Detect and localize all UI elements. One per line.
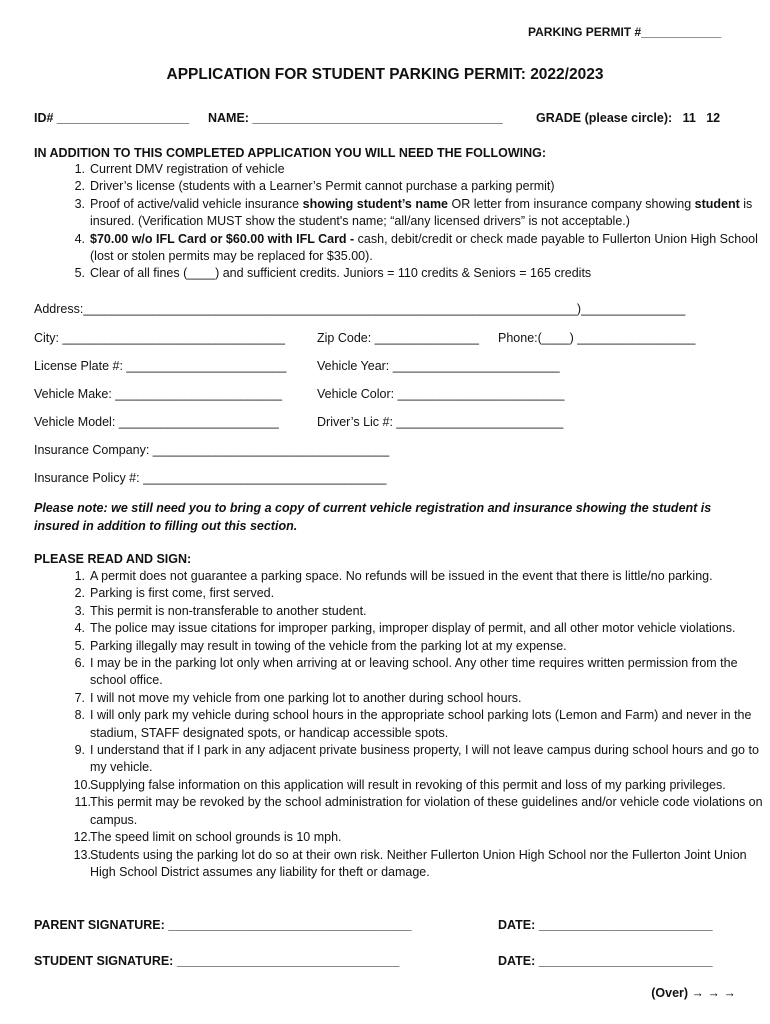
rule-text: This permit is non-transferable to another student.	[90, 603, 367, 618]
requirement-item	[34, 178, 770, 195]
list-number: 7.	[74, 690, 85, 705]
drivers-license-field[interactable]: Driver’s Lic #: ________________________	[317, 415, 564, 429]
list-number: 4.	[74, 231, 85, 246]
requirement-item	[34, 196, 770, 231]
rule-text: The speed limit on school grounds is 10 mph.	[90, 830, 342, 845]
rule-text: Parking illegally may result in towing of the vehicle from the parking lot at my expense.	[90, 638, 567, 653]
requirement-text: Current DMV registration of vehicle	[90, 162, 285, 176]
list-number: 4.	[74, 621, 85, 636]
rule-item	[34, 603, 770, 620]
insurance-company-field[interactable]: Insurance Company: __________________________________	[34, 443, 390, 457]
rule-text: Supplying false information on this application will result in revoking of this permit and loss of my parking privileges.	[90, 777, 726, 792]
rules-heading: PLEASE READ AND SIGN:	[34, 552, 192, 566]
student-signature-field[interactable]: STUDENT SIGNATURE: ________________________________	[34, 954, 400, 968]
list-number: 5.	[74, 638, 85, 653]
city-field[interactable]: City: ________________________________	[34, 331, 285, 345]
address-field[interactable]: Address:_______________________________________________________________________)_______________	[34, 302, 686, 316]
requirements-list	[34, 161, 770, 283]
rule-item	[34, 568, 770, 585]
requirement-text: Proof of active/valid vehicle insurance	[90, 196, 303, 211]
parent-date-field[interactable]: DATE: _________________________	[498, 918, 713, 932]
rule-item	[34, 777, 770, 794]
requirements-heading: IN ADDITION TO THIS COMPLETED APPLICATION YOU WILL NEED THE FOLLOWING:	[34, 146, 547, 160]
parent-signature-field[interactable]: PARENT SIGNATURE: ___________________________________	[34, 918, 412, 932]
requirement-item	[34, 161, 770, 178]
requirement-text: Driver’s license (students with a Learner’s Permit cannot purchase a parking permit)	[90, 179, 555, 194]
grade-field[interactable]: GRADE (please circle): 11 12	[536, 111, 721, 125]
requirement-item	[34, 231, 770, 266]
insurance-note: Please note: we still need you to bring a copy of current vehicle registration and insurance showing the student is insured in addition to filling out this section.	[34, 501, 712, 533]
rule-text: I may be in the parking lot only when arriving at or leaving school. Any other time requires written permission from the school office.	[90, 656, 738, 688]
zip-code-field[interactable]: Zip Code: _______________	[317, 331, 479, 345]
rule-text: I understand that if I park in any adjacent private business property, I will not leave campus during school hours and go to my vehicle.	[90, 743, 759, 775]
requirement-emphasis: student	[694, 196, 740, 211]
id-field[interactable]: ID# ___________________	[34, 111, 190, 125]
vehicle-color-field[interactable]: Vehicle Color: ________________________	[317, 387, 565, 401]
rule-item	[34, 707, 770, 742]
page-title: APPLICATION FOR STUDENT PARKING PERMIT: 2022/2023	[166, 66, 604, 83]
list-number: 2.	[74, 179, 85, 194]
rule-item	[34, 847, 770, 882]
rule-text: A permit does not guarantee a parking space. No refunds will be issued in the event that there is little/no parking.	[90, 569, 713, 583]
rule-text: This permit may be revoked by the school administration for violation of these guidelines and/or vehicle code violations on campus.	[90, 795, 763, 827]
rule-text: I will not move my vehicle from one parking lot to another during school hours.	[90, 690, 522, 705]
requirement-emphasis: showing student’s name	[302, 196, 449, 211]
rule-item	[34, 742, 770, 777]
requirement-item	[34, 265, 770, 282]
list-number: 9.	[74, 743, 85, 758]
list-number: 6.	[74, 656, 85, 671]
phone-field[interactable]: Phone:(____) _________________	[498, 331, 696, 345]
rule-text: I will only park my vehicle during school hours in the appropriate school parking lots (Lemon and Farm) and never in the stadium, STAFF designated spots, or handicap accessible spots.	[90, 708, 752, 740]
list-number: 8.	[74, 708, 85, 723]
requirement-text: Clear of all fines (____) and sufficient credits. Juniors = 110 credits & Seniors = 165 credits	[90, 266, 592, 281]
insurance-policy-field[interactable]: Insurance Policy #: ___________________________________	[34, 471, 387, 485]
list-number: 3.	[74, 196, 85, 211]
list-number: 11.	[74, 795, 91, 810]
student-date-field[interactable]: DATE: _________________________	[498, 954, 713, 968]
rules-list	[34, 568, 770, 881]
list-number: 1.	[74, 569, 85, 583]
vehicle-model-field[interactable]: Vehicle Model: _______________________	[34, 415, 279, 429]
requirement-text: OR letter from insurance company showing	[448, 196, 695, 211]
rule-item	[34, 690, 770, 707]
permit-number: PARKING PERMIT #____________	[528, 25, 722, 39]
vehicle-year-field[interactable]: Vehicle Year: ________________________	[317, 359, 560, 373]
rule-item	[34, 655, 770, 690]
list-number: 10.	[73, 777, 91, 792]
rule-text: The police may issue citations for improper parking, improper display of permit, and all other motor vehicle violations.	[90, 621, 736, 636]
rule-item	[34, 585, 770, 602]
list-number: 2.	[74, 586, 85, 601]
requirement-emphasis: $70.00 w/o IFL Card or $60.00 with IFL Card -	[90, 231, 355, 246]
license-plate-field[interactable]: License Plate #: _______________________	[34, 359, 287, 373]
rule-item	[34, 620, 770, 637]
list-number: 3.	[74, 603, 85, 618]
rule-text: Parking is first come, first served.	[90, 586, 275, 601]
list-number: 13.	[73, 847, 91, 862]
list-number: 5.	[74, 266, 85, 281]
requirement-text: is insured. (Verification MUST show the student's name; “all/any licensed drivers” is not acceptable.)	[90, 196, 753, 229]
rule-item	[34, 829, 770, 846]
rule-text: Students using the parking lot do so at their own risk. Neither Fullerton Union High School nor the Fullerton Joint Union High School District assumes any liability for theft or damage.	[90, 847, 747, 879]
vehicle-make-field[interactable]: Vehicle Make: ________________________	[34, 387, 283, 401]
rule-item	[34, 638, 770, 655]
name-field[interactable]: NAME: ____________________________________	[208, 111, 503, 125]
rule-item	[34, 794, 770, 829]
over-indicator: (Over) → → →	[651, 986, 736, 1000]
list-number: 12.	[73, 830, 91, 845]
requirement-text: cash, debit/credit or check made payable to Fullerton Union High School (lost or stolen permits may be replaced for $35.00).	[90, 231, 758, 264]
list-number: 1.	[74, 162, 85, 176]
